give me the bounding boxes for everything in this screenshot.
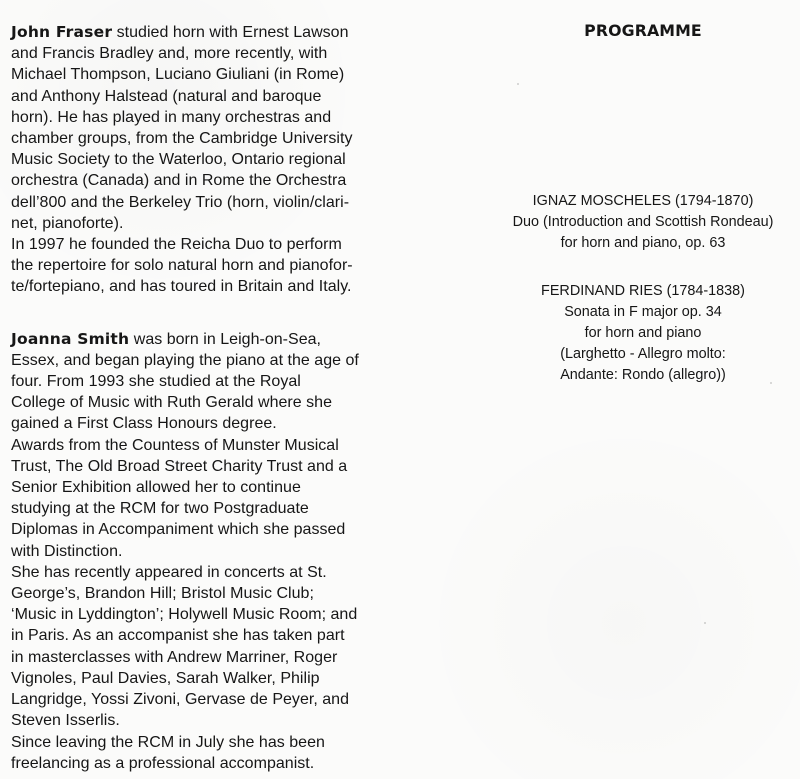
joanna-bio-line-3: four. From 1993 she studied at the Royal [11,373,301,391]
john-bio-line-1 [11,22,387,43]
joanna-bio-line-20: Since leaving the RCM in July she has been [11,733,325,751]
joanna-bio-line-14: ‘Music in Lyddington’; Holywell Music Room; and [11,606,358,624]
john-bio-line-8: orchestra (Canada) and in Rome the Orchestra [11,172,347,190]
joanna-bio-line-12: She has recently appeared in concerts at St. [11,563,327,581]
moscheles-work-line-1: Duo (Introduction and Scottish Rondeau) [512,214,774,230]
performer-name-joanna-smith: Joanna Smith [11,329,130,348]
joanna-bio-line-13: George’s, Brandon Hill; Bristol Music Club; [11,585,314,603]
john-bio-line-4: and Anthony Halstead (natural and baroque [11,87,322,105]
joanna-bio-line-2: Essex, and began playing the piano at the age of [11,351,359,369]
john-bio-line-3: Michael Thompson, Luciano Giuliani (in Rome) [11,66,345,84]
john-bio-line-6: chamber groups, from the Cambridge University [11,130,353,148]
joanna-bio-line-15: in Paris. As an accompanist she has taken part [11,627,345,645]
john-bio-line-13: te/fortepiano, and has toured in Britain and Italy. [11,278,352,296]
joanna-bio-line-10: Diplomas in Accompaniment which she passed [11,521,346,539]
joanna-bio-line-1-text: was born in Leigh-on-Sea, [129,330,322,348]
programme-title: PROGRAMME [584,21,702,40]
john-fraser-bio [11,22,387,298]
joanna-bio-line-11: with Distinction. [11,542,123,560]
programme-list [500,20,786,386]
moscheles-work-line-2: for horn and piano, op. 63 [560,235,726,251]
performer-biographies [11,22,387,774]
joanna-bio-line-18: Langridge, Yossi Zivoni, Gervase de Peyer, and [11,691,350,709]
programme-item-ries [500,281,786,386]
ries-work-line-1: Sonata in F major op. 34 [564,304,722,320]
john-bio-line-2: and Francis Bradley and, more recently, with [11,45,328,63]
joanna-bio-line-9: studying at the RCM for two Postgraduate [11,500,309,518]
joanna-bio-line-17: Vignoles, Paul Davies, Sarah Walker, Philip [11,669,320,687]
paper-speck [517,83,519,85]
programme-item-moscheles [500,191,786,254]
joanna-bio-line-21: freelancing as a professional accompanist. [11,754,315,772]
joanna-bio-line-5: gained a First Class Honours degree. [11,415,277,433]
performer-name-john-fraser: John Fraser [11,23,113,41]
john-bio-line-1-text: studied horn with Ernest Lawson [112,24,349,41]
john-bio-line-10: net, pianoforte). [11,214,124,232]
ries-work-line-4: Andante: Rondo (allegro)) [560,367,726,383]
john-bio-line-9: dell’800 and the Berkeley Trio (horn, violin/clari- [11,193,350,211]
composer-moscheles: IGNAZ MOSCHELES (1794-1870) [532,193,754,209]
paper-speck [770,382,772,384]
joanna-bio-line-7: Trust, The Old Broad Street Charity Trust and a [11,457,348,475]
joanna-bio-line-4: College of Music with Ruth Gerald where she [11,394,333,412]
ries-work-line-3: (Larghetto - Allegro molto: [560,346,726,362]
joanna-bio-line-8: Senior Exhibition allowed her to continue [11,479,301,497]
ries-work-line-2: for horn and piano [584,325,702,341]
john-bio-line-11: In 1997 he founded the Reicha Duo to perform [11,236,342,254]
john-bio-line-5: horn). He has played in many orchestras and [11,108,332,126]
composer-ries: FERDINAND RIES (1784-1838) [541,283,745,299]
john-bio-line-12: the repertoire for solo natural horn and pianofor- [11,257,353,275]
john-bio-line-7: Music Society to the Waterloo, Ontario regional [11,151,346,169]
joanna-bio-line-16: in masterclasses with Andrew Marriner, Roger [11,648,338,666]
joanna-bio-line-19: Steven Isserlis. [11,712,120,730]
joanna-smith-bio [11,329,387,774]
joanna-bio-line-6: Awards from the Countess of Munster Musical [11,436,339,454]
joanna-bio-line-1 [11,329,387,350]
paper-speck [704,622,706,624]
